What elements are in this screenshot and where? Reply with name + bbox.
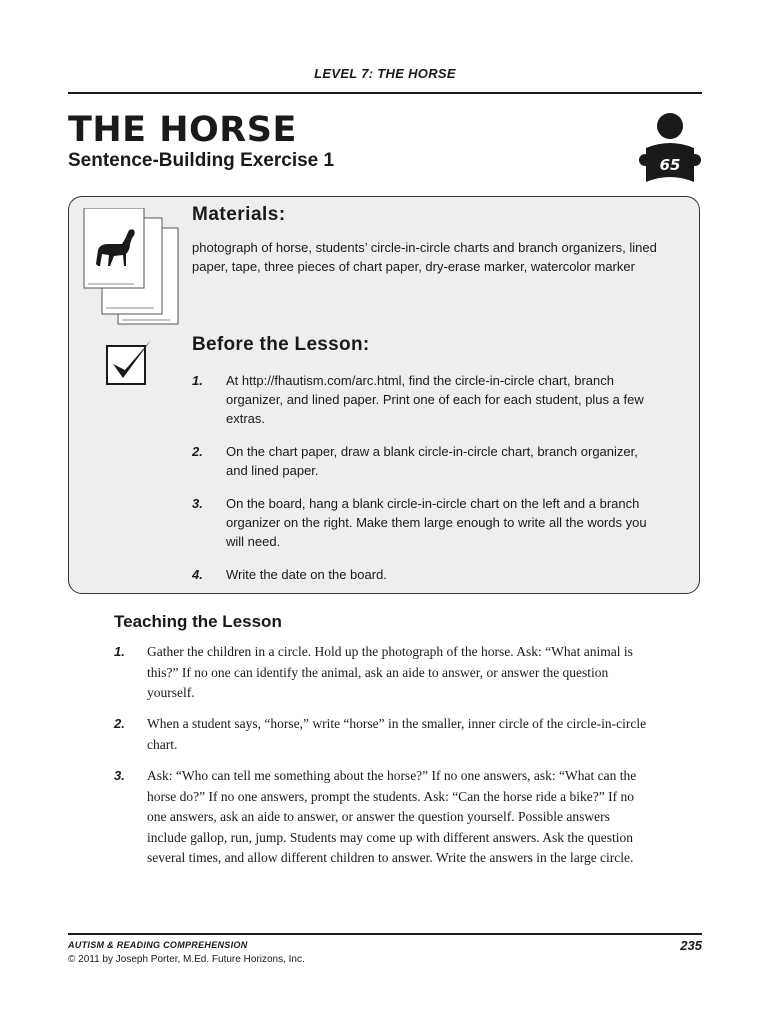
footer-copyright: © 2011 by Joseph Porter, M.Ed. Future Horizons, Inc. <box>68 954 305 965</box>
before-lesson-heading: Before the Lesson: <box>192 334 370 355</box>
page-number: 235 <box>680 938 702 953</box>
item-number: 3. <box>114 768 125 783</box>
item-number: 2. <box>192 444 203 459</box>
item-number: 1. <box>114 644 125 659</box>
item-text: On the chart paper, draw a blank circle-in-circle chart, branch organizer, and lined paper. <box>226 444 638 478</box>
materials-heading: Materials: <box>192 204 286 225</box>
page-subtitle: Sentence-Building Exercise 1 <box>68 150 335 171</box>
item-text: Ask: “Who can tell me something about the horse?” If no one answers, ask: “What can the horse do?” If no one answers, prompt the students. Ask: “Can the horse ride a bike?” If no one answers, ask an aide to answer, or answer the question yourself. Possible answers include gallop, run, jump. Students may come up with different answers. Ask the question several times, and allow different children to answer. Write the answers in the large circle. <box>147 768 637 865</box>
header-rule <box>68 92 702 94</box>
item-text: Write the date on the board. <box>226 567 387 582</box>
page-header-level: LEVEL 7: THE HORSE <box>314 66 456 81</box>
teaching-heading: Teaching the Lesson <box>114 612 282 631</box>
worksheet-stack-icon <box>74 208 184 328</box>
badge-number: 65 <box>659 156 681 174</box>
footer-rule <box>68 933 702 935</box>
checkbox-icon <box>105 338 157 386</box>
item-number: 4. <box>192 567 203 582</box>
item-text: Gather the children in a circle. Hold up the photograph of the horse. Ask: “What animal is this?” If no one can identify the animal, ask an aide to answer, or answer the question yourself. <box>147 644 633 700</box>
reader-icon <box>638 110 702 186</box>
item-number: 2. <box>114 716 125 731</box>
item-text: At http://fhautism.com/arc.html, find the circle-in-circle chart, branch organizer, and lined paper. Print one of each for each student, plus a few extras. <box>226 373 644 426</box>
page-title: THE HORSE <box>68 110 297 150</box>
item-text: On the board, hang a blank circle-in-circle chart on the left and a branch organizer on the right. Make them large enough to write all the words you will need. <box>226 496 647 549</box>
item-text: When a student says, “horse,” write “horse” in the smaller, inner circle of the circle-in-circle chart. <box>147 716 647 752</box>
materials-text: photograph of horse, students’ circle-in-circle charts and branch organizers, lined paper, tape, three pieces of chart paper, dry-erase marker, watercolor marker <box>192 240 657 274</box>
item-number: 3. <box>192 496 203 511</box>
item-number: 1. <box>192 373 203 388</box>
footer-book-title: AUTISM & READING COMPREHENSION <box>68 940 248 950</box>
